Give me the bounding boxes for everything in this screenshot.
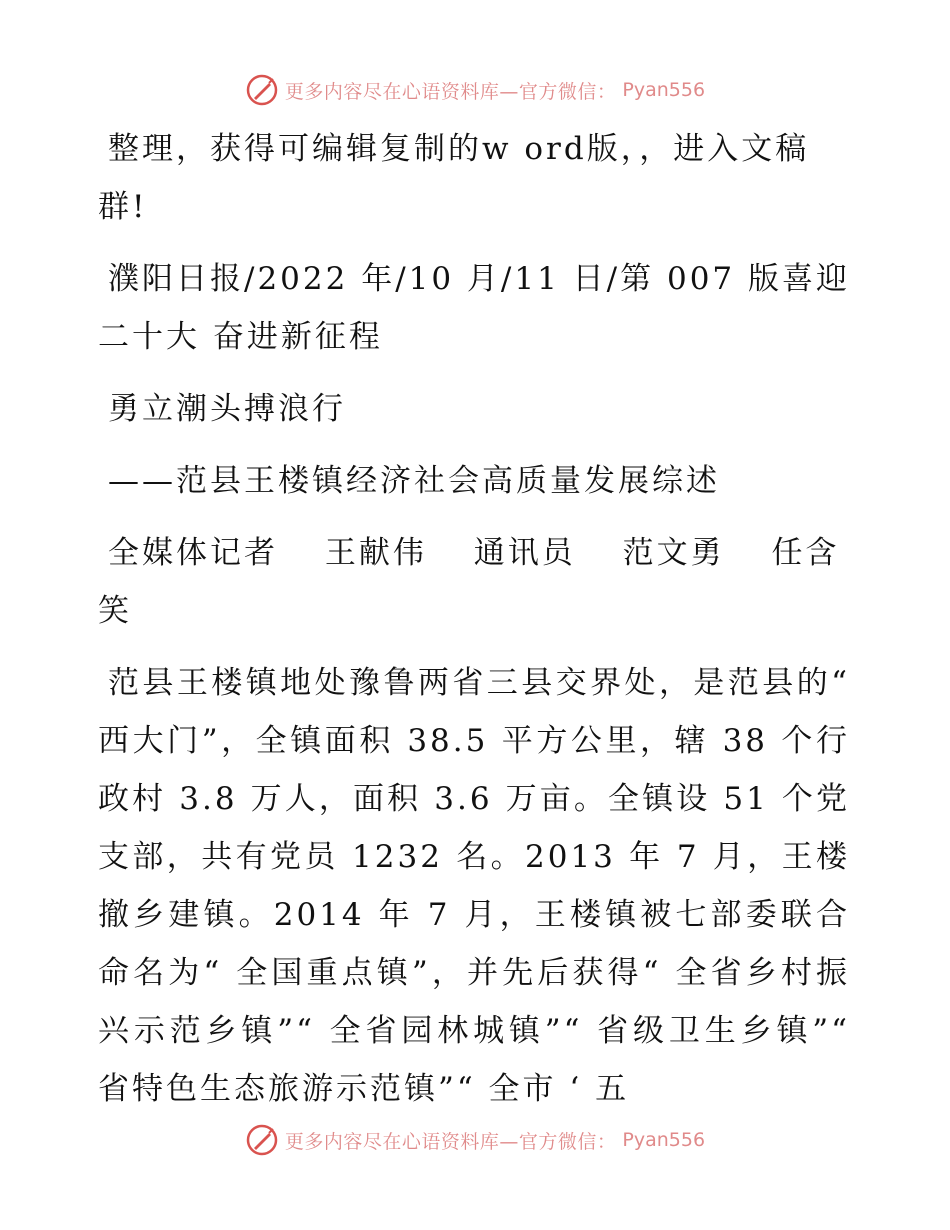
watermark-text: 更多内容尽在心语资料库—官方微信： xyxy=(284,80,617,103)
byline-name-correspondent-2: 任含笑 xyxy=(98,535,840,629)
footer-watermark xyxy=(0,1120,950,1160)
byline-name-reporter: 王献伟 xyxy=(324,535,427,571)
body-paragraph: 范县王楼镇地处豫鲁两省三县交界处，是范县的“ 西大门”，全镇面积 38.5 平方公里，辖 38 个行政村 3.8 万人，面积 3.6 万亩。全镇设 51 个党支部，共有党员 1232 名。2013 年 7 月，王楼撤乡建镇。2014 年 7 月，王楼镇被七部委联合命名为“ 全国重点镇”，并先后获得“ 全省乡村振兴示范乡镇”“ 全省园林城镇”“ 省级卫生乡镇”“ 省特色生态旅游示范镇”“ 全市 ‘ 五 xyxy=(98,665,850,1107)
byline xyxy=(98,524,850,640)
header-watermark xyxy=(0,70,950,110)
quill-pen-logo-icon xyxy=(245,1123,279,1157)
intro-paragraph: 整理，获得可编辑复制的w ord版，，进入文稿群! xyxy=(98,131,810,225)
byline-role-reporter: 全媒体记者 xyxy=(108,535,278,571)
source-line: 濮阳日报/2022 年/10 月/11 日/第 007 版喜迎二十大 奋进新征程 xyxy=(98,261,851,355)
watermark-wechat-id: Pyan556 xyxy=(622,1129,706,1151)
byline-name-correspondent-1: 范文勇 xyxy=(622,535,725,571)
article-title: 勇立潮头搏浪行 xyxy=(108,391,346,427)
document-body xyxy=(98,120,850,1132)
watermark-wechat-id: Pyan556 xyxy=(622,79,706,101)
watermark-text: 更多内容尽在心语资料库—官方微信： xyxy=(284,1130,617,1153)
article-subtitle: ——范县王楼镇经济社会高质量发展综述 xyxy=(108,463,720,499)
quill-pen-logo-icon xyxy=(245,73,279,107)
byline-role-correspondent: 通讯员 xyxy=(473,535,576,571)
